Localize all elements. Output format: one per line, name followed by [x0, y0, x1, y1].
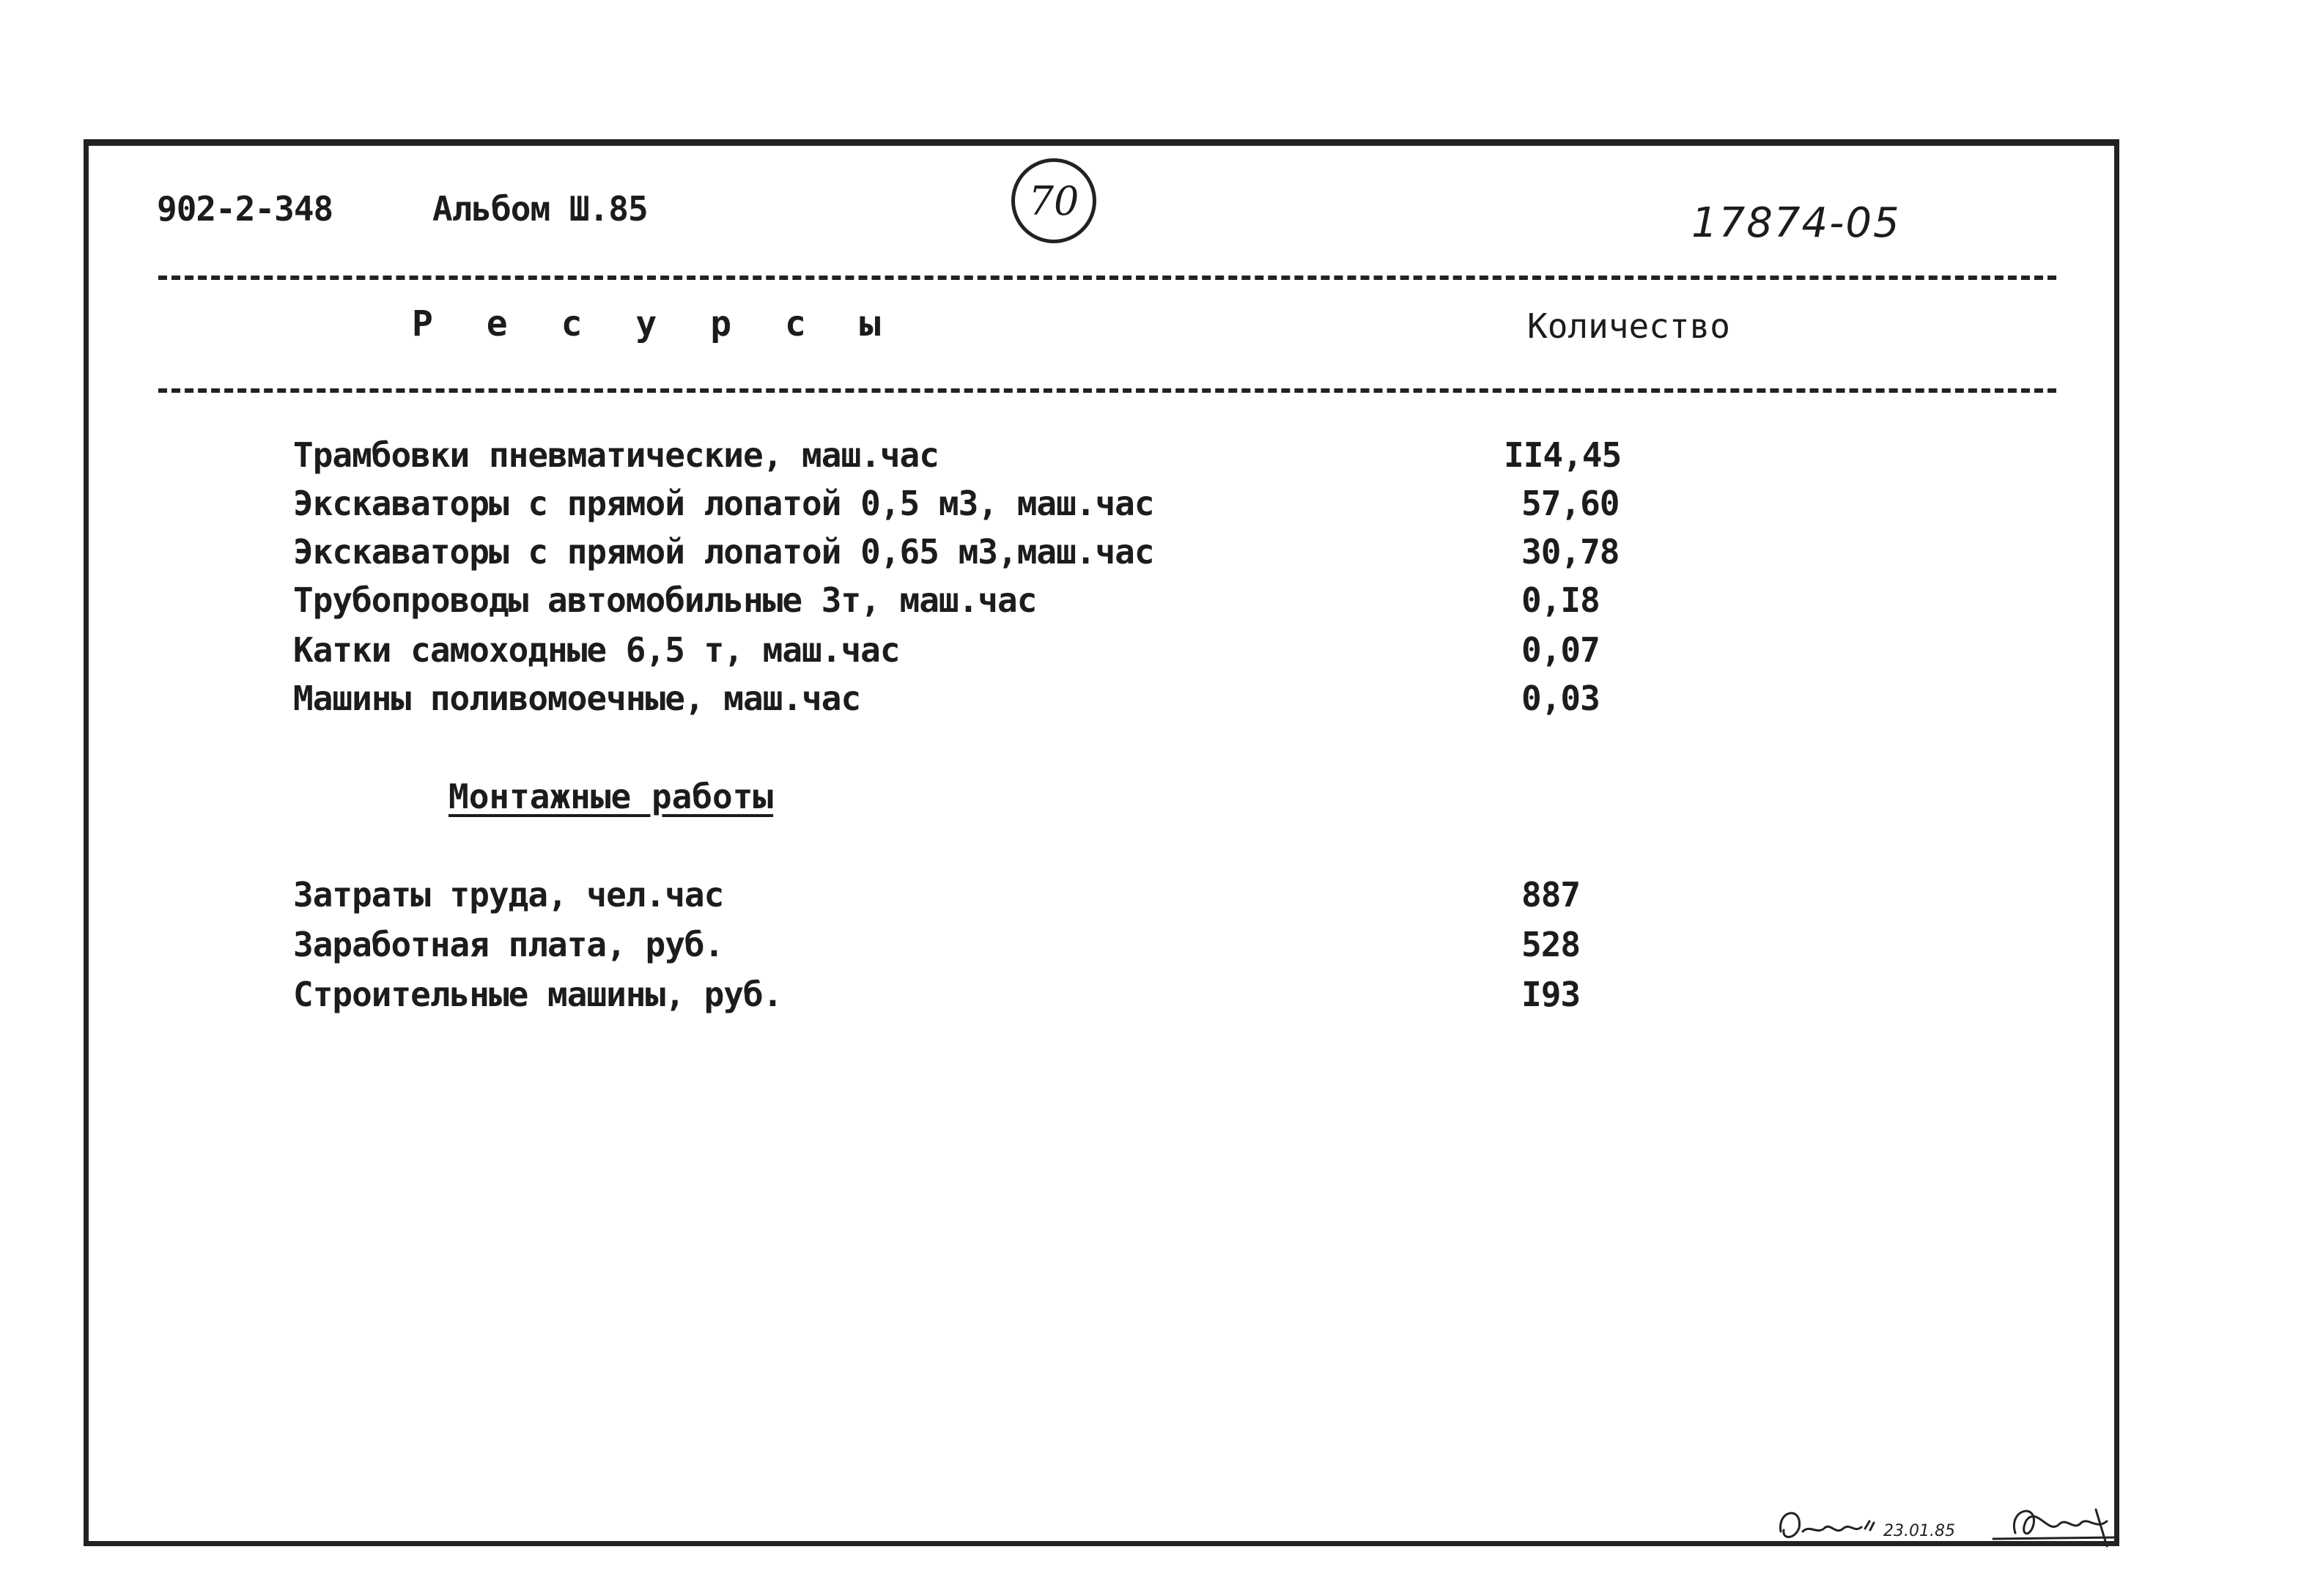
table-row-label: Затраты труда, чел.час [293, 875, 724, 915]
section-title: Монтажные работы [448, 777, 774, 816]
table-row-label: Заработная плата, руб. [293, 925, 724, 964]
table-row-label: Экскаваторы с прямой лопатой 0,65 м3,маш.час [293, 532, 1154, 572]
table-row-value: 0,03 [1521, 679, 1600, 718]
sheet-frame [84, 139, 2119, 1546]
table-row-value: 30,78 [1521, 532, 1620, 572]
top-dashed-rule [158, 276, 2056, 280]
table-row-label: Катки самоходные 6,5 т, маш.час [293, 630, 900, 670]
album-label: Альбом Ш.85 [432, 189, 648, 229]
handwritten-signature [1773, 1495, 2125, 1553]
table-row-value: 0,I8 [1521, 580, 1600, 620]
table-row-value: II4,45 [1504, 435, 1622, 475]
table-row-value: I93 [1521, 975, 1581, 1014]
table-row-label: Экскаваторы с прямой лопатой 0,5 м3, маш.час [293, 484, 1154, 523]
table-row-value: 57,60 [1521, 484, 1620, 523]
resources-column-heading: Р е с у р с ы [412, 303, 897, 344]
page-number: 70 [1028, 177, 1079, 224]
table-row-value: 887 [1521, 875, 1581, 915]
table-row-label: Машины поливомоечные, маш.час [293, 679, 861, 718]
quantity-column-heading: Количество [1527, 306, 1730, 346]
table-row-value: 528 [1521, 925, 1581, 964]
table-row-value: 0,07 [1521, 630, 1600, 670]
signature-date: 23.01.85 [1883, 1522, 1955, 1540]
page-number-stamp [1011, 158, 1096, 243]
document-number: 17874-05 [1691, 199, 1901, 247]
header-bottom-dashed-rule [158, 388, 2056, 393]
table-row-label: Трамбовки пневматические, маш.час [293, 435, 939, 475]
table-row-label: Строительные машины, руб. [293, 975, 783, 1014]
table-row-label: Трубопроводы автомобильные 3т, маш.час [293, 580, 1037, 620]
project-code: 902-2-348 [157, 189, 333, 229]
